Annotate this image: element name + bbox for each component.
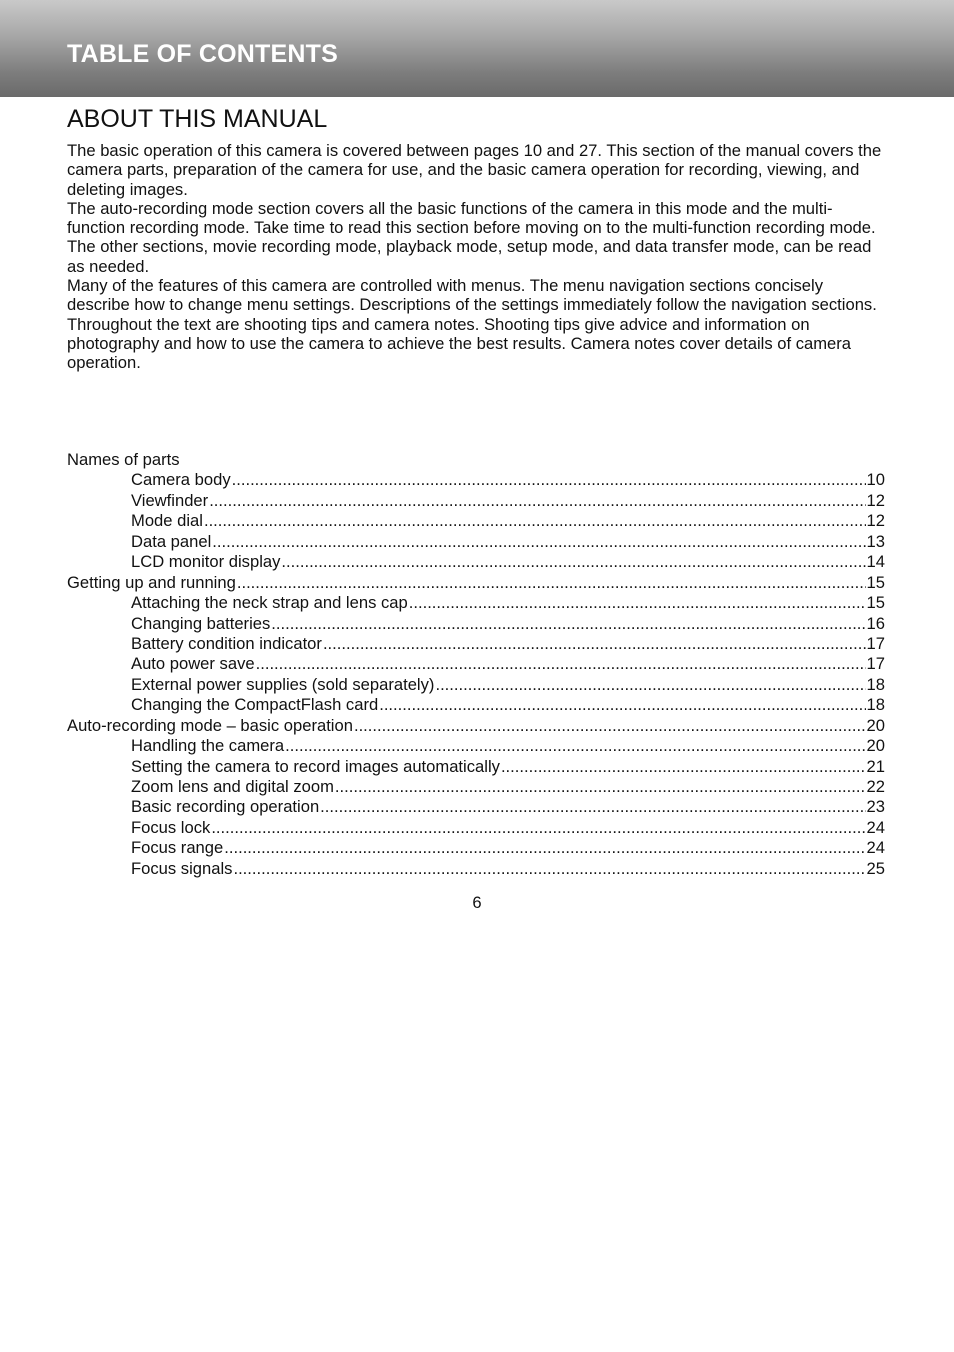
dot-leader	[224, 838, 865, 858]
dot-leader	[233, 859, 865, 879]
toc-entry-title: Attaching the neck strap and lens cap	[131, 593, 408, 613]
dot-leader	[501, 757, 866, 777]
toc-entry-title: Focus signals	[131, 858, 233, 878]
toc-entry[interactable]	[67, 654, 885, 674]
section-heading: ABOUT THIS MANUAL	[67, 105, 328, 133]
toc-entry-page: 25	[866, 858, 885, 878]
page-title: TABLE OF CONTENTS	[67, 40, 338, 68]
toc-entry[interactable]	[67, 818, 885, 838]
toc-entry[interactable]	[67, 614, 885, 634]
toc-entry-title: Auto power save	[131, 654, 255, 674]
toc-entry[interactable]	[67, 838, 885, 858]
dot-leader	[435, 675, 865, 695]
toc-entry-page: 12	[866, 490, 885, 510]
dot-leader	[212, 532, 865, 552]
dot-leader	[204, 511, 866, 531]
toc-entry-page: 12	[866, 511, 885, 531]
toc-entry-title: External power supplies (sold separately)	[131, 674, 435, 694]
toc-entry-title: Viewfinder	[131, 490, 209, 510]
dot-leader	[281, 552, 865, 572]
toc-entry-title: Camera body	[131, 470, 231, 490]
toc-entry-title: LCD monitor display	[131, 552, 281, 572]
toc-entry-title: Basic recording operation	[131, 797, 320, 817]
toc-entry-title: Zoom lens and digital zoom	[131, 777, 334, 796]
toc-entry[interactable]	[67, 859, 885, 879]
toc-entry-page: 22	[866, 777, 885, 796]
toc-entry-page: 24	[866, 817, 885, 837]
dot-leader	[256, 654, 866, 674]
toc-entry-title: Data panel	[131, 531, 212, 551]
toc-entry-page: 20	[866, 736, 885, 756]
toc-section[interactable]	[67, 716, 885, 736]
toc-entry[interactable]	[67, 532, 885, 552]
toc-entry[interactable]	[67, 777, 885, 797]
toc-entry[interactable]	[67, 593, 885, 613]
toc-entry-page: 15	[866, 593, 885, 613]
toc-entry-page: 23	[866, 797, 885, 817]
page-number: 6	[472, 893, 482, 912]
toc-entry-page: 21	[866, 756, 885, 776]
toc-entry-title: Changing batteries	[131, 613, 271, 633]
toc-section[interactable]	[67, 450, 885, 470]
toc-entry-page: 13	[866, 531, 885, 551]
toc-entry-title: Focus range	[131, 838, 224, 858]
toc-entry-page: 10	[866, 470, 885, 490]
table-of-contents	[67, 450, 885, 879]
toc-section[interactable]	[67, 573, 885, 593]
toc-entry-title: Mode dial	[131, 511, 203, 531]
dot-leader	[232, 470, 866, 490]
toc-entry[interactable]	[67, 695, 885, 715]
dot-leader	[209, 491, 865, 511]
toc-entry-page: 24	[866, 838, 885, 858]
toc-entry-title: Names of parts	[67, 450, 180, 469]
toc-entry[interactable]	[67, 470, 885, 490]
dot-leader	[335, 777, 866, 797]
toc-entry-title: Handling the camera	[131, 736, 285, 756]
dot-leader	[285, 736, 865, 756]
toc-entry-title: Auto-recording mode – basic operation	[67, 715, 353, 735]
dot-leader	[409, 593, 866, 613]
toc-entry[interactable]	[67, 757, 885, 777]
intro-paragraph: The auto-recording mode section covers all the basic functions of the camera in this mode and the multi-function recording mode. Take time to read this section before moving on to the multi-function recording mode. The other sections, movie recording mode, playback mode, setup mode, and data transfer mode, can be read as needed.	[67, 198, 876, 276]
toc-entry[interactable]	[67, 634, 885, 654]
toc-entry[interactable]	[67, 675, 885, 695]
toc-entry-page: 18	[866, 674, 885, 694]
toc-entry-title: Focus lock	[131, 817, 211, 837]
toc-entry-page: 17	[866, 633, 885, 653]
toc-entry-title: Setting the camera to record images automatically	[131, 756, 500, 776]
intro-paragraph: The basic operation of this camera is covered between pages 10 and 27. This section of the manual covers the camera parts, preparation of the camera for use, and the basic camera operation for recording, viewing, and deleting images.	[67, 141, 882, 199]
dot-leader	[323, 634, 866, 654]
toc-entry-title: Changing the CompactFlash card	[131, 695, 379, 715]
toc-entry-title: Getting up and running	[67, 572, 236, 592]
dot-leader	[379, 695, 865, 715]
dot-leader	[271, 614, 865, 634]
dot-leader	[237, 573, 866, 593]
toc-entry-page: 18	[866, 695, 885, 715]
intro-paragraph: Throughout the text are shooting tips and camera notes. Shooting tips give advice and information on photography and how to use the camera to achieve the best results. Camera notes cover details of camera operation.	[67, 314, 852, 373]
toc-entry[interactable]	[67, 511, 885, 531]
header-band	[0, 0, 954, 97]
dot-leader	[354, 716, 866, 736]
intro-paragraph: Many of the features of this camera are controlled with menus. The menu navigation sections concisely describe how to change menu settings. Descriptions of the settings immediately follow the navigation sections.	[67, 276, 877, 315]
intro-text	[67, 141, 887, 373]
dot-leader	[211, 818, 865, 838]
toc-entry-page: 15	[866, 572, 885, 592]
toc-entry-title: Battery condition indicator	[131, 633, 322, 653]
toc-entry-page: 14	[866, 552, 885, 572]
toc-entry-page: 16	[866, 613, 885, 633]
toc-entry-page: 17	[866, 654, 885, 674]
toc-entry[interactable]	[67, 736, 885, 756]
toc-entry[interactable]	[67, 552, 885, 572]
toc-entry-page: 20	[866, 715, 885, 735]
dot-leader	[320, 797, 865, 817]
toc-entry[interactable]	[67, 491, 885, 511]
toc-entry[interactable]	[67, 797, 885, 817]
